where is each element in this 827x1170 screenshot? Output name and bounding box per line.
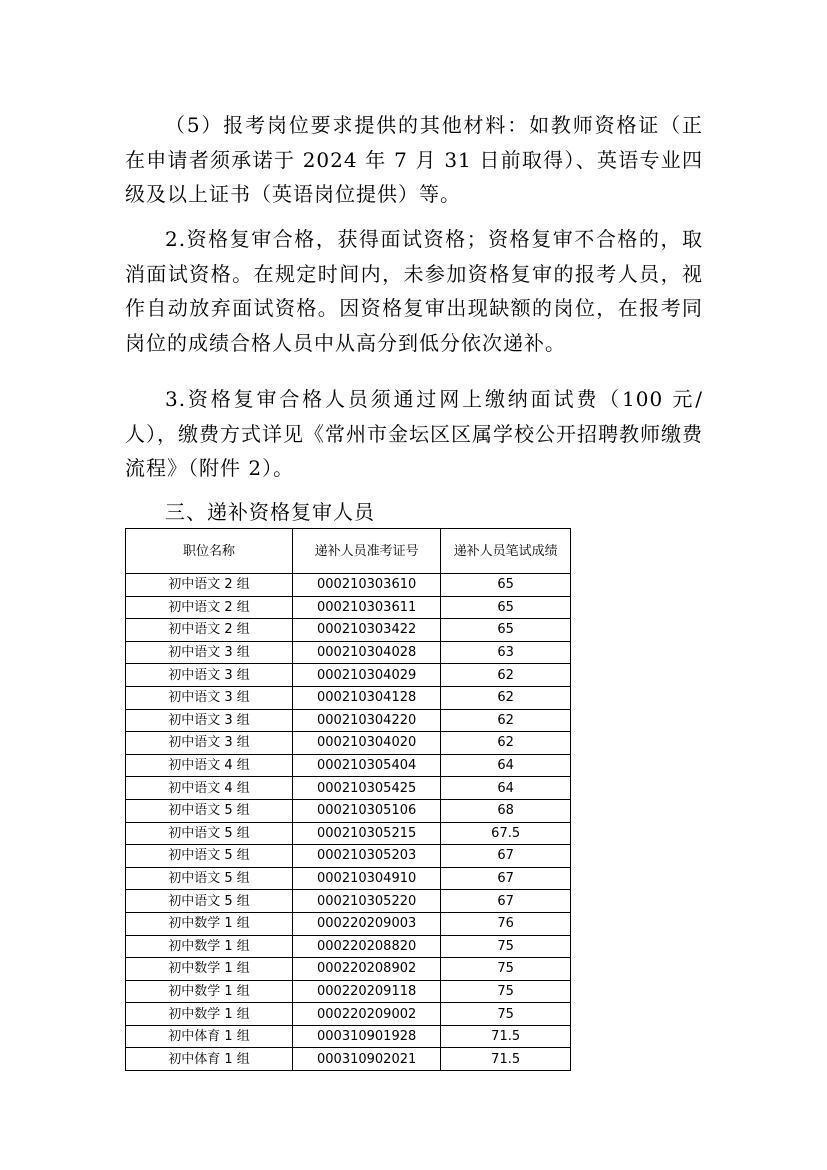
cell-score: 75: [441, 958, 571, 981]
cell-score: 62: [441, 732, 571, 755]
cell-score: 64: [441, 754, 571, 777]
cell-exam-id: 000220209003: [292, 912, 440, 935]
cell-score: 76: [441, 912, 571, 935]
table-row: [126, 958, 571, 981]
cell-score: 71.5: [441, 1025, 571, 1048]
cell-score: 75: [441, 1003, 571, 1026]
cell-exam-id: 000310902021: [292, 1048, 440, 1071]
header-exam-id: 递补人员准考证号: [292, 529, 440, 574]
cell-position: 初中数学 1 组: [126, 912, 293, 935]
cell-exam-id: 000210303610: [292, 574, 440, 597]
cell-exam-id: 000210304128: [292, 686, 440, 709]
cell-position: 初中语文 3 组: [126, 664, 293, 687]
cell-position: 初中语文 2 组: [126, 619, 293, 642]
section-heading: 三、递补资格复审人员: [165, 500, 375, 524]
table-row: [126, 596, 571, 619]
header-score: 递补人员笔试成绩: [441, 529, 571, 574]
cell-score: 65: [441, 619, 571, 642]
cell-score: 67: [441, 867, 571, 890]
cell-score: 75: [441, 935, 571, 958]
cell-exam-id: 000210304020: [292, 732, 440, 755]
cell-position: 初中语文 2 组: [126, 596, 293, 619]
cell-exam-id: 000210303422: [292, 619, 440, 642]
header-position: 职位名称: [126, 529, 293, 574]
table-row: [126, 641, 571, 664]
cell-position: 初中数学 1 组: [126, 980, 293, 1003]
cell-position: 初中数学 1 组: [126, 958, 293, 981]
cell-score: 67: [441, 890, 571, 913]
cell-position: 初中数学 1 组: [126, 935, 293, 958]
cell-position: 初中语文 5 组: [126, 799, 293, 822]
cell-position: 初中体育 1 组: [126, 1025, 293, 1048]
cell-exam-id: 000220208902: [292, 958, 440, 981]
table-row: [126, 619, 571, 642]
cell-exam-id: 000220209002: [292, 1003, 440, 1026]
table-row: [126, 1003, 571, 1026]
table-body: [126, 574, 571, 1071]
cell-position: 初中语文 3 组: [126, 641, 293, 664]
cell-exam-id: 000220208820: [292, 935, 440, 958]
cell-exam-id: 000210304220: [292, 709, 440, 732]
cell-exam-id: 000210305203: [292, 845, 440, 868]
cell-exam-id: 000210305425: [292, 777, 440, 800]
table-row: [126, 1048, 571, 1071]
cell-exam-id: 000220209118: [292, 980, 440, 1003]
table-row: [126, 709, 571, 732]
table-row: [126, 777, 571, 800]
table-row: [126, 890, 571, 913]
paragraph-interview-fee: 3.资格复审合格人员须通过网上缴纳面试费（100 元/人），缴费方式详见《常州市金坛区区属学校公开招聘教师缴费流程》（附件 2）。: [125, 387, 703, 480]
cell-score: 65: [441, 596, 571, 619]
cell-position: 初中语文 3 组: [126, 732, 293, 755]
table-row: [126, 574, 571, 597]
table-row: [126, 799, 571, 822]
cell-exam-id: 000210305106: [292, 799, 440, 822]
cell-exam-id: 000310901928: [292, 1025, 440, 1048]
table-row: [126, 686, 571, 709]
table-row: [126, 845, 571, 868]
table-row: [126, 754, 571, 777]
cell-exam-id: 000210304910: [292, 867, 440, 890]
table-row: [126, 867, 571, 890]
table-row: [126, 980, 571, 1003]
cell-position: 初中语文 4 组: [126, 777, 293, 800]
cell-score: 75: [441, 980, 571, 1003]
cell-position: 初中语文 5 组: [126, 822, 293, 845]
cell-exam-id: 000210305404: [292, 754, 440, 777]
cell-position: 初中语文 5 组: [126, 890, 293, 913]
cell-score: 64: [441, 777, 571, 800]
cell-position: 初中语文 5 组: [126, 867, 293, 890]
cell-exam-id: 000210305220: [292, 890, 440, 913]
cell-position: 初中语文 4 组: [126, 754, 293, 777]
table-row: [126, 912, 571, 935]
cell-score: 71.5: [441, 1048, 571, 1071]
cell-score: 62: [441, 686, 571, 709]
cell-position: 初中语文 2 组: [126, 574, 293, 597]
table-row: [126, 935, 571, 958]
paragraph-review-qualification: 2.资格复审合格，获得面试资格；资格复审不合格的，取消面试资格。在规定时间内，未参加资格复审的报考人员，视作自动放弃面试资格。因资格复审出现缺额的岗位，在报考同岗位的成绩合格人员中从高分到低分依次递补。: [125, 227, 703, 355]
table-row: [126, 822, 571, 845]
cell-score: 67.5: [441, 822, 571, 845]
cell-position: 初中体育 1 组: [126, 1048, 293, 1071]
cell-score: 62: [441, 664, 571, 687]
cell-exam-id: 000210304029: [292, 664, 440, 687]
cell-exam-id: 000210303611: [292, 596, 440, 619]
cell-exam-id: 000210304028: [292, 641, 440, 664]
table-row: [126, 1025, 571, 1048]
table-row: [126, 664, 571, 687]
cell-exam-id: 000210305215: [292, 822, 440, 845]
cell-score: 68: [441, 799, 571, 822]
supplementary-candidates-table: [125, 528, 571, 1071]
cell-position: 初中语文 3 组: [126, 686, 293, 709]
cell-score: 65: [441, 574, 571, 597]
cell-score: 67: [441, 845, 571, 868]
cell-score: 63: [441, 641, 571, 664]
paragraph-other-materials: （5）报考岗位要求提供的其他材料：如教师资格证（正在申请者须承诺于 2024 年 7 月 31 日前取得）、英语专业四级及以上证书（英语岗位提供）等。: [125, 113, 703, 206]
cell-score: 62: [441, 709, 571, 732]
table-row: [126, 732, 571, 755]
cell-position: 初中数学 1 组: [126, 1003, 293, 1026]
cell-position: 初中语文 5 组: [126, 845, 293, 868]
table-header-row: [126, 529, 571, 574]
cell-position: 初中语文 3 组: [126, 709, 293, 732]
